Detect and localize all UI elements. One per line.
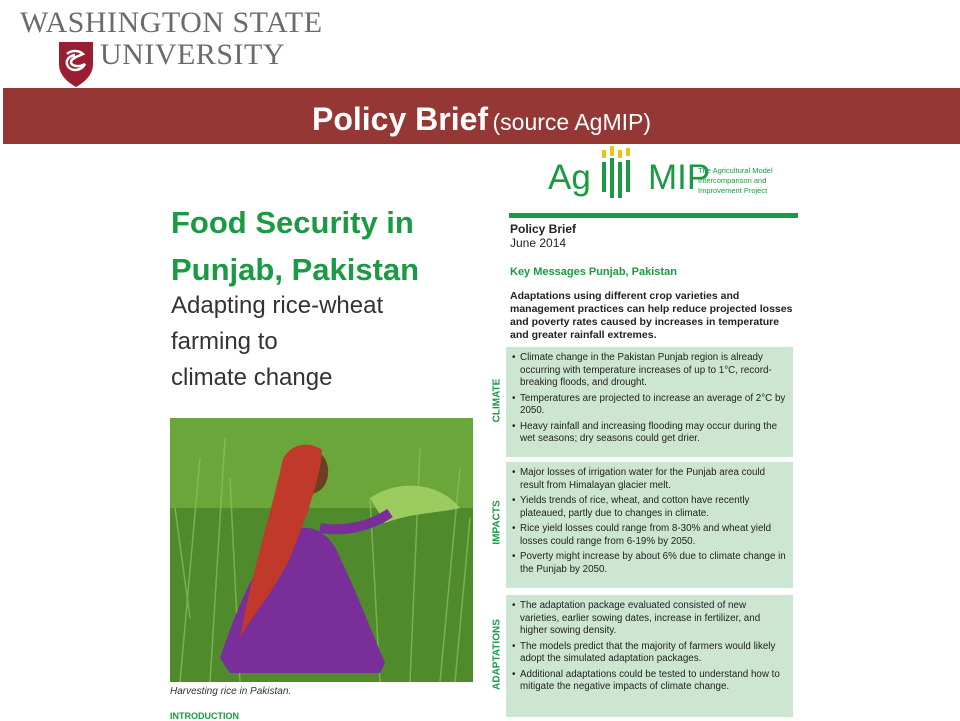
doc-type: Policy Brief	[510, 222, 577, 236]
list-item: • Temperatures are projected to increase an average of 2°C by 2050.	[512, 392, 786, 416]
logo-mip-text: MIP	[648, 158, 711, 197]
list-item: • Climate change in the Pakistan Punjab region is already occurring with temperature increases of up to 1°C, record-breaking floods, and drought.	[512, 352, 772, 388]
policy-brief-page	[152, 144, 808, 720]
photo-caption: Harvesting rice in Pakistan.	[170, 686, 292, 697]
brief-subtitle-line1: Adapting rice-wheat	[171, 292, 384, 319]
title-banner	[3, 88, 960, 144]
doc-date: June 2014	[510, 236, 567, 250]
section-label-impacts: IMPACTS	[491, 500, 503, 545]
section-label-climate: CLIMATE	[491, 378, 503, 423]
university-name-line1: WASHINGTON STATE	[20, 6, 323, 39]
climate-box	[506, 347, 793, 457]
agmip-logo	[548, 144, 808, 210]
list-item: • Major losses of irrigation water for the Punjab area could result from Himalayan glacier melt.	[512, 467, 766, 491]
list-item: • The models predict that the majority of farmers would likely adopt the simulated adaptation packages.	[512, 640, 776, 664]
brief-subtitle-line3: climate change	[171, 364, 333, 391]
brief-title-line1: Food Security in	[171, 205, 414, 240]
banner-title: Policy Brief	[311, 101, 489, 137]
wsu-logo	[18, 6, 323, 88]
adaptations-box	[506, 595, 793, 717]
banner-source: (source AgMIP)	[492, 109, 651, 135]
impacts-box	[506, 462, 793, 588]
header-rule	[509, 213, 798, 218]
key-messages-text: Adaptations using different crop varieties and management practices can help reduce projected losses and poverty rates caused by increases in temperature and greater rainfall extremes.	[510, 290, 793, 341]
rice-harvest-photo	[170, 418, 473, 682]
logo-tagline: The Agricultural Model Intercomparison and Improvement Project	[698, 166, 773, 195]
wheat-stalks-icon	[598, 144, 632, 210]
wsu-shield-icon	[57, 40, 95, 88]
section-label-adaptations: ADAPTATIONS	[491, 619, 503, 690]
list-item: • Heavy rainfall and increasing flooding may occur during the wet seasons; dry seasons could get drier.	[512, 420, 778, 444]
intro-heading: INTRODUCTION	[170, 711, 239, 721]
key-messages-heading: Key Messages Punjab, Pakistan	[510, 266, 677, 278]
university-name-line2: UNIVERSITY	[100, 38, 285, 71]
list-item: • Yields trends of rice, wheat, and cotton have recently plateaued, partly due to changes in climate.	[512, 495, 750, 519]
brief-title-line2: Punjab, Pakistan	[171, 252, 420, 287]
list-item: • Poverty might increase by about 6% due to climate change in the Punjab by 2050.	[512, 551, 786, 575]
brief-subtitle-line2: farming to	[171, 328, 278, 355]
list-item: • Rice yield losses could range from 8-30% and wheat yield losses could range from 6-19% by 2050.	[512, 523, 772, 547]
list-item: • Additional adaptations could be tested to understand how to mitigate the negative impacts of climate change.	[512, 668, 780, 692]
list-item: • The adaptation package evaluated consisted of new varieties, earlier sowing dates, increase in fertilizer, and higher sowing density.	[512, 600, 761, 636]
logo-ag-text: Ag	[548, 158, 591, 197]
